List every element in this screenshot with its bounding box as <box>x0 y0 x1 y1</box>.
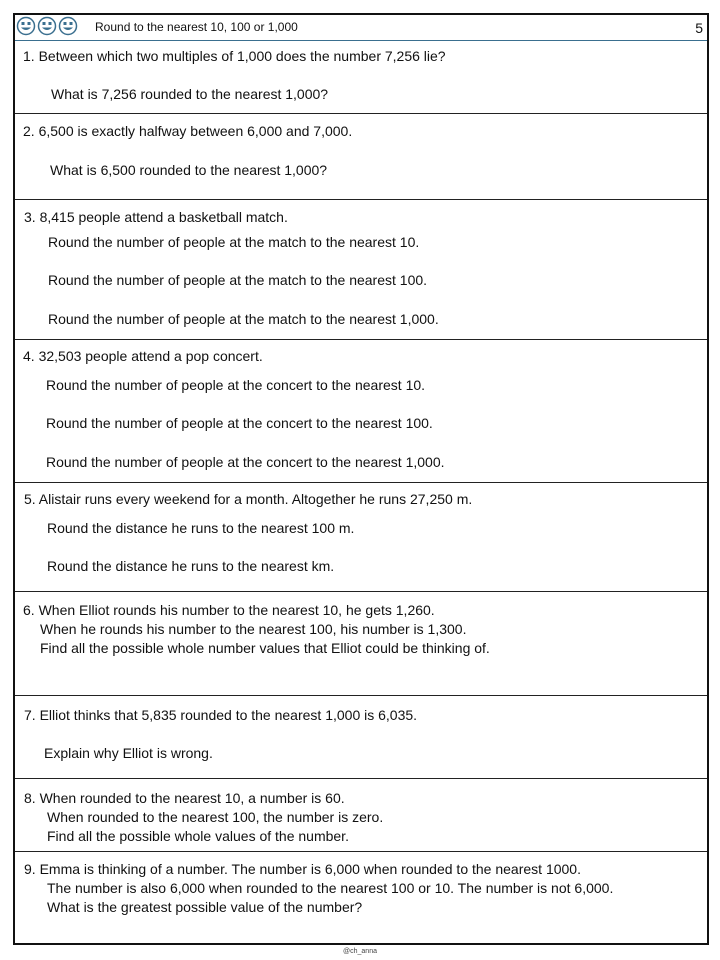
footer-credit: @ch_anna <box>343 948 377 955</box>
question-text: Round the distance he runs to the nearest km. <box>47 558 335 574</box>
worksheet <box>13 13 709 945</box>
question-3 <box>15 200 707 340</box>
question-text: The number is also 6,000 when rounded to the nearest 100 or 10. The number is not 6,000. <box>47 880 614 896</box>
question-text: Round the number of people at the match to the nearest 10. <box>48 234 420 250</box>
question-6 <box>15 592 707 696</box>
header-bar <box>15 15 707 41</box>
question-text: When rounded to the nearest 100, the number is zero. <box>47 809 384 825</box>
question-2 <box>15 114 707 200</box>
question-text: Round the number of people at the match to the nearest 1,000. <box>48 311 439 327</box>
question-text: Round the number of people at the match to the nearest 100. <box>48 272 428 288</box>
smiley-face-icon <box>58 16 78 36</box>
question-text: 9. Emma is thinking of a number. The number is 6,000 when rounded to the nearest 1000. <box>24 861 581 877</box>
question-4 <box>15 340 707 483</box>
worksheet-title: Round to the nearest 10, 100 or 1,000 <box>95 20 298 34</box>
question-text: Find all the possible whole values of the number. <box>47 828 349 844</box>
question-9 <box>15 852 707 945</box>
question-7 <box>15 696 707 779</box>
question-text: 8. When rounded to the nearest 10, a number is 60. <box>24 790 345 806</box>
question-text: Find all the possible whole number values that Elliot could be thinking of. <box>40 640 490 656</box>
question-text: 6. When Elliot rounds his number to the nearest 10, he gets 1,260. <box>23 602 435 618</box>
question-text: Round the distance he runs to the nearest 100 m. <box>47 520 355 536</box>
page-number: 5 <box>695 20 703 36</box>
question-text: 5. Alistair runs every weekend for a month. Altogether he runs 27,250 m. <box>24 491 473 507</box>
smiley-icons <box>16 16 78 38</box>
question-text: What is 7,256 rounded to the nearest 1,000? <box>51 86 329 102</box>
question-5 <box>15 483 707 592</box>
smiley-face-icon <box>16 16 36 36</box>
question-8 <box>15 779 707 852</box>
question-text: 1. Between which two multiples of 1,000 does the number 7,256 lie? <box>23 48 446 64</box>
question-text: Explain why Elliot is wrong. <box>44 745 213 761</box>
question-text: 7. Elliot thinks that 5,835 rounded to the nearest 1,000 is 6,035. <box>24 707 418 723</box>
question-text: 2. 6,500 is exactly halfway between 6,000 and 7,000. <box>23 123 353 139</box>
question-text: What is 6,500 rounded to the nearest 1,000? <box>50 162 328 178</box>
question-text: Round the number of people at the concert to the nearest 10. <box>46 377 426 393</box>
question-text: Round the number of people at the concert to the nearest 100. <box>46 415 433 431</box>
question-text: 4. 32,503 people attend a pop concert. <box>23 348 263 364</box>
smiley-face-icon <box>37 16 57 36</box>
question-text: What is the greatest possible value of the number? <box>47 899 363 915</box>
question-text: 3. 8,415 people attend a basketball match. <box>24 209 288 225</box>
question-text: Round the number of people at the concert to the nearest 1,000. <box>46 454 445 470</box>
question-text: When he rounds his number to the nearest 100, his number is 1,300. <box>40 621 467 637</box>
question-1 <box>15 40 707 114</box>
